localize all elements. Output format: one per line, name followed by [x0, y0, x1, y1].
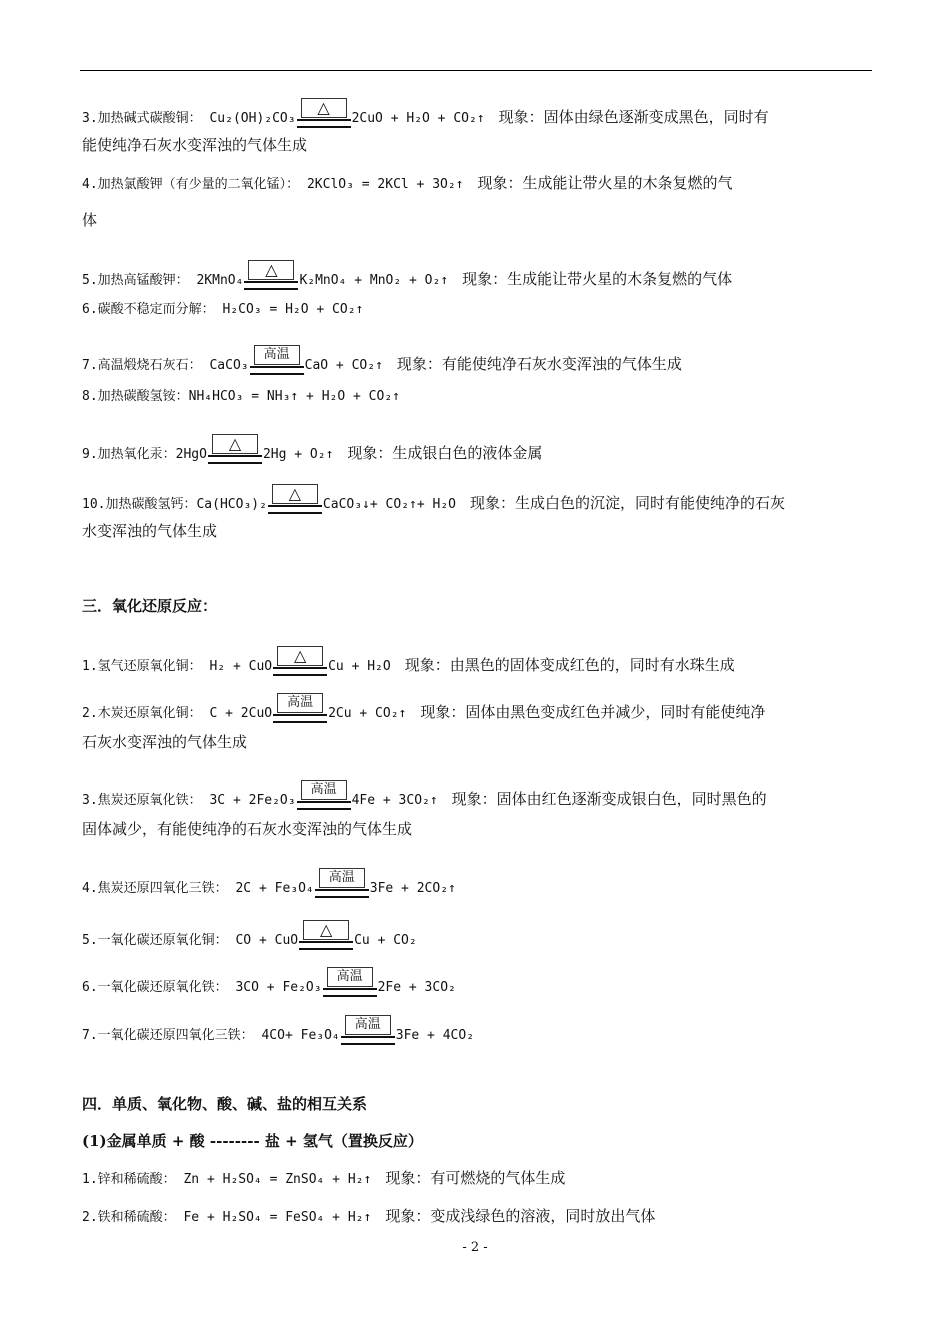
header-rule — [80, 70, 872, 71]
equation-line: 9.加热氧化汞：2HgO △ 2Hg + O₂↑ 现象：生成银白色的液体金属 — [82, 434, 543, 462]
high-temp-condition: 高温 — [273, 693, 327, 723]
section-heading: 四．单质、氧化物、酸、碱、盐的相互关系 — [82, 1095, 368, 1113]
equation-line: 5.一氧化碳还原氧化铜： CO + CuO △ Cu + CO₂ — [82, 920, 417, 948]
equation-line: 2.木炭还原氧化铜： C + 2CuO 高温 2Cu + CO₂↑ 现象：固体由黑色变成红色并减少，同时有能使纯净 — [82, 695, 766, 721]
equation-line: 7.高温煅烧石灰石： CaCO₃ 高温 CaO + CO₂↑ 现象：有能使纯净石灰水变浑浊的气体生成 — [82, 347, 682, 373]
continuation-line: 石灰水变浑浊的气体生成 — [82, 733, 248, 751]
subsection-heading: (1)金属单质 + 酸 -------- 盐 + 氢气（置换反应） — [82, 1132, 423, 1150]
equation-line: 1.锌和稀硫酸： Zn + H₂SO₄ = ZnSO₄ + H₂↑ 现象：有可燃烧的气体生成 — [82, 1169, 566, 1187]
equation-line: 6.碳酸不稳定而分解： H₂CO₃ = H₂O + CO₂↑ — [82, 302, 364, 317]
high-temp-condition: 高温 — [250, 345, 304, 375]
high-temp-condition: 高温 — [297, 780, 351, 810]
equation-line: 6.一氧化碳还原氧化铁： 3CO + Fe₂O₃ 高温 2Fe + 3CO₂ — [82, 969, 456, 995]
heat-condition: △ — [299, 920, 353, 950]
high-temp-condition: 高温 — [341, 1015, 395, 1045]
equation-line: 2.铁和稀硫酸： Fe + H₂SO₄ = FeSO₄ + H₂↑ 现象：变成浅绿色的溶液，同时放出气体 — [82, 1207, 656, 1225]
heat-condition: △ — [273, 646, 327, 676]
heat-condition: △ — [297, 98, 351, 128]
heat-condition: △ — [244, 260, 298, 290]
high-temp-condition: 高温 — [315, 868, 369, 898]
equation-line: 5.加热高锰酸钾： 2KMnO₄ △ K₂MnO₄ + MnO₂ + O₂↑ 现象：生成能让带火星的木条复燃的气体 — [82, 260, 733, 288]
equation-line: 4.焦炭还原四氧化三铁： 2C + Fe₃O₄ 高温 3Fe + 2CO₂↑ — [82, 870, 456, 896]
continuation-line: 水变浑浊的气体生成 — [82, 522, 218, 540]
equation-line: 4.加热氯酸钾（有少量的二氧化锰）： 2KClO₃ = 2KCl + 3O₂↑ 现象：生成能让带火星的木条复燃的气 — [82, 174, 733, 192]
equation-line: 1.氢气还原氧化铜： H₂ + CuO △ Cu + H₂O 现象：由黑色的固体变成红色的，同时有水珠生成 — [82, 646, 735, 674]
heat-condition: △ — [208, 434, 262, 464]
continuation-line: 固体减少，有能使纯净的石灰水变浑浊的气体生成 — [82, 820, 413, 838]
equation-line: 3.加热碱式碳酸铜： Cu₂(OH)₂CO₃ △ 2CuO + H₂O + CO₂↑ 现象：固体由绿色逐渐变成黑色，同时有 — [82, 98, 769, 126]
equation-line: 8.加热碳酸氢铵：NH₄HCO₃ = NH₃↑ + H₂O + CO₂↑ — [82, 389, 400, 404]
continuation-line: 体 — [82, 211, 98, 229]
high-temp-condition: 高温 — [323, 967, 377, 997]
continuation-line: 能使纯净石灰水变浑浊的气体生成 — [82, 136, 308, 154]
heat-condition: △ — [268, 484, 322, 514]
section-heading: 三．氧化还原反应： — [82, 597, 218, 615]
equation-line: 10.加热碳酸氢钙：Ca(HCO₃)₂ △ CaCO₃↓+ CO₂↑+ H₂O 现象：生成白色的沉淀，同时有能使纯净的石灰 — [82, 484, 785, 512]
equation-line: 3.焦炭还原氧化铁： 3C + 2Fe₂O₃ 高温 4Fe + 3CO₂↑ 现象：固体由红色逐渐变成银白色，同时黑色的 — [82, 782, 767, 808]
page-number: - 2 - — [462, 1240, 488, 1255]
equation-line: 7.一氧化碳还原四氧化三铁： 4CO+ Fe₃O₄ 高温 3Fe + 4CO₂ — [82, 1017, 475, 1043]
